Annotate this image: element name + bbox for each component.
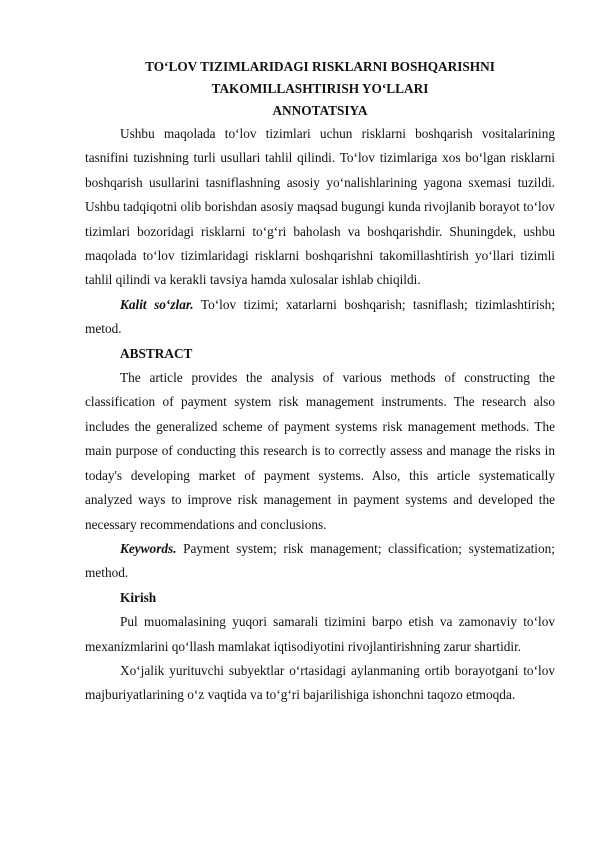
annotation-heading: ANNOTATSIYA bbox=[272, 103, 368, 118]
title-line-1: TO‘LOV TIZIMLARIDAGI RISKLARNI BOSHQARISHNI bbox=[145, 59, 495, 74]
intro-heading: Kirish bbox=[120, 589, 157, 605]
title-line-2: TAKOMILLASHTIRISH YO‘LLARI bbox=[211, 81, 429, 96]
annotation-body: Ushbu maqolada to‘lov tizimlari uchun risklarni boshqarish vositalarining tasnifini tuzishning turli usullari tahlil qilindi. To‘lov tizimlariga xos bo‘lgan risklarni boshqarish usullarini tasniflashning asosiy yo‘nalishlarining yagona sxemasi tuzildi. Ushbu tadqiqotni olib borishdan asosiy maqsad bugungi kunda rivojlanib borayot to‘lov tizimlari bozoridagi risklarni to‘g‘ri baholash va boshqarishdir. Shuningdek, ushbu maqolada to‘lov tizimlaridagi risklarni boshqarishni takomillashtirish yo‘llari tizimli tahlil qilindi va kerakli tavsiya hamda xulosalar ishlab chiqildi. bbox=[85, 126, 555, 288]
intro-paragraph-2: Xo‘jalik yurituvchi subyektlar o‘rtasidagi aylanmaning ortib borayotgani to‘lov majburiyatlarining o‘z vaqtida va to‘g‘ri bajarilishiga ishonchni taqozo etmoqda. bbox=[85, 662, 555, 703]
keywords-text-uz: To‘lov tizimi; xatarlarni boshqarish; tasniflash; tizimlashtirish; metod. bbox=[85, 296, 555, 337]
annotation-keywords bbox=[85, 293, 555, 342]
intro-paragraph-1: Pul muomalasining yuqori samarali tizimini barpo etish va zamonaviy to‘lov mexanizmlarini qo‘llash mamlakat iqtisodiyotini rivojlantirishning zarur shartidir. bbox=[85, 614, 555, 654]
keywords-text-en: Payment system; risk management; classification; systematization; method. bbox=[85, 540, 555, 581]
abstract-body: The article provides the analysis of various methods of constructing the classification of payment system risk management instruments. The research also includes the generalized scheme of payment systems risk management methods. The main purpose of conducting this research is to correctly assess and manage the risks in today's developing market of payment systems. Also, this article systematically analyzed ways to improve risk management in payment systems and developed the necessary recommendations and conclusions. bbox=[85, 370, 555, 532]
keywords-label-en: Keywords. bbox=[120, 540, 177, 556]
document-page bbox=[85, 56, 555, 708]
keywords-label-uz: Kalit so‘zlar. bbox=[120, 296, 194, 312]
paper-title bbox=[85, 56, 555, 100]
abstract-heading: ABSTRACT bbox=[120, 345, 193, 361]
abstract-keywords bbox=[85, 537, 555, 586]
